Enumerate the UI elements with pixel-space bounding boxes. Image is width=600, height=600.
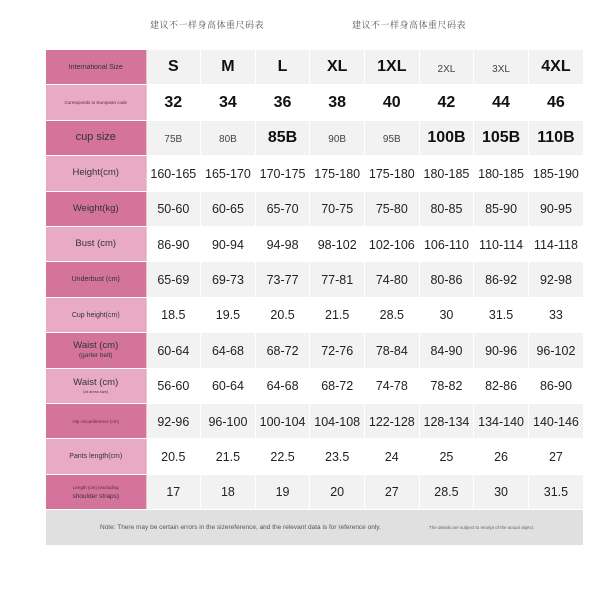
size-cell	[310, 85, 365, 120]
size-cell-value: 100-104	[259, 414, 306, 429]
row-label-text: Underbust (cm)	[71, 276, 120, 284]
row-label-text: Corresponds to European code	[64, 100, 128, 106]
size-cell	[146, 333, 201, 368]
size-cell-value: 60-65	[211, 202, 244, 217]
size-cell	[528, 333, 583, 368]
size-cell	[528, 297, 583, 332]
size-cell	[474, 439, 529, 474]
size-cell	[310, 226, 365, 261]
row-label-text: International Size	[68, 64, 123, 71]
size-cell	[419, 403, 474, 438]
size-cell-value: 23.5	[325, 449, 350, 464]
size-cell	[255, 50, 310, 85]
row-label-text: Weight(kg)	[72, 202, 119, 214]
size-cell-value: 68-72	[321, 379, 354, 394]
size-cell	[419, 262, 474, 297]
row-label	[46, 297, 146, 332]
size-cell	[310, 120, 365, 155]
size-cell	[201, 85, 256, 120]
row-label-text: Bust (cm)	[75, 238, 117, 250]
size-cell	[474, 403, 529, 438]
size-cell-value: 175-180	[314, 166, 361, 181]
size-cell-value: 77-81	[321, 273, 354, 288]
size-cell	[310, 474, 365, 509]
size-cell-value: 18	[220, 485, 235, 500]
size-cell-value: S	[167, 58, 179, 76]
size-cell-value: 65-69	[157, 273, 190, 288]
size-cell	[474, 474, 529, 509]
footer-side-note: The details are subject to receipt of the actual object.	[429, 525, 535, 530]
size-cell	[201, 191, 256, 226]
size-cell	[419, 191, 474, 226]
size-cell	[365, 191, 420, 226]
size-cell	[365, 333, 420, 368]
size-cell	[365, 156, 420, 191]
size-cell	[474, 50, 529, 85]
size-cell	[146, 120, 201, 155]
size-cell-value: 122-128	[368, 414, 415, 429]
size-cell-value: 25	[439, 449, 454, 464]
table-row	[46, 333, 583, 368]
size-cell-value: L	[277, 58, 288, 76]
size-cell	[310, 333, 365, 368]
size-cell	[201, 333, 256, 368]
size-cell-value: 21.5	[325, 308, 350, 323]
size-cell-value: 92-96	[157, 414, 190, 429]
size-cell-value: 20.5	[270, 308, 295, 323]
size-cell-value: M	[221, 58, 235, 76]
table-row	[46, 120, 583, 155]
size-cell	[146, 191, 201, 226]
size-cell	[365, 403, 420, 438]
size-cell-value: 180-185	[423, 166, 470, 181]
size-cell	[201, 403, 256, 438]
size-cell-value: 102-106	[368, 237, 415, 252]
size-cell-value: 72-76	[321, 343, 354, 358]
size-cell	[146, 156, 201, 191]
size-cell	[201, 368, 256, 403]
size-cell	[146, 439, 201, 474]
size-cell-value: 90-94	[211, 237, 244, 252]
size-cell-value: 165-170	[205, 166, 251, 181]
row-label-text: cup size	[75, 131, 116, 144]
top-caption-left: 建议不一样身高体重尺码表	[150, 21, 265, 31]
size-cell-value: 28.5	[379, 308, 404, 323]
size-cell-value: 128-134	[423, 414, 470, 429]
size-cell	[255, 85, 310, 120]
row-label	[46, 191, 146, 226]
size-cell	[474, 85, 529, 120]
size-cell-value: 85B	[267, 128, 298, 146]
size-cell	[474, 368, 529, 403]
size-cell-value: 106-110	[423, 237, 469, 252]
size-cell	[419, 156, 474, 191]
size-cell-value: 17	[166, 485, 181, 500]
size-cell-value: 140-146	[533, 414, 579, 429]
size-table-body	[46, 50, 583, 510]
size-cell-value: 1XL	[377, 58, 407, 76]
size-cell	[474, 297, 529, 332]
table-row	[46, 191, 583, 226]
size-cell	[365, 50, 420, 85]
size-cell-value: 75B	[164, 134, 183, 146]
size-cell	[528, 368, 583, 403]
row-label	[46, 262, 146, 297]
row-label	[46, 439, 146, 474]
size-cell-value: 33	[548, 308, 563, 323]
size-cell	[419, 120, 474, 155]
size-cell	[365, 120, 420, 155]
size-cell-value: 94-98	[266, 237, 299, 252]
size-cell	[365, 439, 420, 474]
row-label	[46, 120, 146, 155]
size-cell-value: 28.5	[434, 485, 459, 500]
size-cell	[146, 85, 201, 120]
size-cell	[528, 85, 583, 120]
size-cell	[528, 474, 583, 509]
size-table	[46, 50, 583, 510]
size-cell-value: 20.5	[161, 449, 186, 464]
size-cell-value: 96-102	[536, 343, 576, 358]
size-cell-value: 40	[382, 93, 401, 111]
size-cell-value: 26	[494, 449, 509, 464]
size-cell-value: 31.5	[488, 308, 514, 323]
table-row	[46, 439, 583, 474]
size-cell-value: 36	[273, 93, 292, 111]
size-cell	[201, 262, 256, 297]
row-label	[46, 474, 146, 509]
size-cell	[201, 439, 256, 474]
table-row	[46, 297, 583, 332]
size-cell	[310, 191, 365, 226]
size-cell	[146, 474, 201, 509]
size-cell-value: 78-82	[430, 379, 463, 394]
size-cell-value: 34	[219, 93, 237, 111]
size-cell	[255, 156, 310, 191]
size-cell	[201, 226, 256, 261]
size-cell-value: 69-73	[211, 273, 244, 288]
size-cell-value: 42	[437, 93, 456, 111]
size-cell	[419, 85, 474, 120]
size-cell	[201, 474, 256, 509]
size-cell	[146, 262, 201, 297]
size-cell	[201, 120, 256, 155]
size-cell-value: 30	[439, 308, 454, 323]
size-cell-value: 110-114	[479, 237, 524, 252]
size-chart	[46, 50, 583, 510]
size-cell-value: 21.5	[215, 449, 241, 464]
size-cell-value: 4XL	[541, 58, 571, 76]
footer-note: Note: There may be certain errors in the sizereference, and the relevant data is for reference only.	[100, 524, 381, 531]
size-cell	[365, 297, 420, 332]
size-cell	[310, 439, 365, 474]
size-cell-value: 19	[275, 485, 290, 500]
size-cell-value: 64-68	[266, 379, 299, 394]
size-cell-value: 74-80	[375, 273, 408, 288]
row-label-text: Hip circumference (cm)	[72, 418, 119, 424]
size-cell	[201, 156, 256, 191]
top-caption-right: 建议不一样身高体重尺码表	[352, 21, 467, 31]
size-cell-value: 73-77	[266, 273, 299, 288]
size-cell	[310, 403, 365, 438]
size-cell	[528, 120, 583, 155]
row-label	[46, 156, 146, 191]
size-cell	[310, 50, 365, 85]
size-cell-value: 98-102	[317, 237, 357, 252]
size-cell-value: 27	[384, 485, 399, 500]
size-cell-value: 75-80	[375, 202, 408, 217]
size-cell-value: 46	[547, 93, 565, 111]
size-cell-value: 32	[164, 93, 183, 111]
size-cell-value: 3XL	[492, 63, 510, 75]
size-cell	[474, 156, 529, 191]
size-cell-value: 68-72	[266, 343, 299, 358]
size-cell	[528, 156, 583, 191]
size-cell	[255, 226, 310, 261]
size-cell-value: 105B	[481, 128, 521, 146]
row-label-text: Height(cm)	[72, 167, 119, 179]
size-cell	[528, 262, 583, 297]
row-label	[46, 403, 146, 438]
row-sublabel-text: shoulder straps)	[72, 492, 120, 500]
size-cell-value: 185-190	[533, 166, 579, 181]
size-cell	[528, 191, 583, 226]
size-cell-value: 82-86	[485, 379, 518, 394]
size-cell	[146, 297, 201, 332]
size-cell-value: 24	[384, 449, 399, 464]
row-label	[46, 85, 146, 120]
size-cell	[365, 262, 420, 297]
size-cell-value: 134-140	[478, 414, 524, 429]
size-cell	[419, 333, 474, 368]
size-cell-value: 56-60	[157, 379, 190, 394]
size-cell-value: 84-90	[430, 343, 463, 358]
row-label	[46, 226, 146, 261]
size-cell	[528, 50, 583, 85]
size-cell	[310, 368, 365, 403]
size-cell-value: 175-180	[368, 166, 415, 181]
size-cell-value: 19.5	[215, 308, 241, 323]
size-cell-value: 114-118	[533, 237, 578, 252]
size-cell-value: 85-90	[485, 202, 518, 217]
size-cell	[419, 474, 474, 509]
size-cell	[201, 297, 256, 332]
size-cell	[310, 262, 365, 297]
size-cell	[528, 403, 583, 438]
size-cell-value: 86-90	[157, 237, 190, 252]
table-row	[46, 85, 583, 120]
size-cell-value: 96-100	[208, 414, 248, 429]
size-cell	[146, 226, 201, 261]
size-cell	[365, 368, 420, 403]
size-cell	[146, 50, 201, 85]
size-cell-value: 95B	[382, 134, 401, 146]
size-cell	[310, 156, 365, 191]
size-cell	[474, 120, 529, 155]
row-label	[46, 333, 146, 368]
size-cell-value: 60-64	[157, 343, 190, 358]
size-cell	[419, 50, 474, 85]
size-cell-value: 80B	[219, 134, 237, 146]
size-cell-value: 86-90	[539, 379, 572, 394]
size-cell	[255, 297, 310, 332]
row-label-text: Length (cm) (excluding	[72, 485, 119, 491]
size-cell	[365, 226, 420, 261]
size-cell-value: 170-175	[259, 166, 306, 181]
size-cell-value: 80-85	[430, 202, 463, 217]
table-row	[46, 403, 583, 438]
size-cell-value: 90-95	[539, 202, 572, 217]
size-cell	[365, 474, 420, 509]
size-cell-value: 44	[492, 93, 510, 111]
size-cell-value: 78-84	[375, 343, 408, 358]
size-cell-value: 80-86	[430, 273, 463, 288]
size-cell-value: 18.5	[161, 308, 186, 323]
size-cell	[419, 297, 474, 332]
size-cell-value: XL	[326, 58, 348, 76]
size-cell	[419, 439, 474, 474]
size-cell-value: 64-68	[211, 343, 244, 358]
size-cell	[255, 474, 310, 509]
size-cell	[474, 333, 529, 368]
row-label-text: Pants length(cm)	[69, 453, 123, 461]
size-cell	[255, 191, 310, 226]
size-cell-value: 2XL	[437, 63, 456, 75]
size-cell	[419, 226, 474, 261]
size-cell	[474, 262, 529, 297]
size-cell-value: 60-64	[211, 379, 244, 394]
size-cell	[255, 368, 310, 403]
size-cell-value: 27	[548, 449, 563, 464]
size-cell	[255, 262, 310, 297]
size-cell	[255, 403, 310, 438]
size-cell	[146, 403, 201, 438]
row-sublabel-text: (at dress size)	[83, 388, 109, 394]
row-sublabel-text: (garter belt)	[78, 351, 113, 359]
size-cell	[528, 226, 583, 261]
row-label-text: Cup height(cm)	[71, 311, 120, 319]
size-cell-value: 20	[330, 485, 345, 500]
size-cell	[146, 368, 201, 403]
size-cell	[474, 191, 529, 226]
size-cell	[419, 368, 474, 403]
size-cell	[201, 50, 256, 85]
size-cell-value: 65-70	[266, 202, 299, 217]
row-label-text: Waist (cm)	[73, 376, 119, 388]
size-cell-value: 100B	[427, 128, 466, 146]
size-cell	[255, 333, 310, 368]
size-cell	[310, 297, 365, 332]
size-cell	[365, 85, 420, 120]
size-cell-value: 90B	[328, 134, 347, 146]
size-cell-value: 74-78	[375, 379, 408, 394]
size-cell-value: 110B	[537, 128, 575, 146]
table-row	[46, 368, 583, 403]
row-label	[46, 50, 146, 85]
table-row	[46, 262, 583, 297]
table-row	[46, 474, 583, 509]
size-cell-value: 30	[494, 485, 509, 500]
size-cell-value: 50-60	[157, 202, 190, 217]
size-cell-value: 70-75	[321, 202, 354, 217]
table-row	[46, 50, 583, 85]
size-cell-value: 92-98	[539, 273, 572, 288]
size-cell-value: 31.5	[543, 485, 569, 500]
size-cell-value: 38	[328, 93, 347, 111]
size-cell-value: 90-96	[485, 343, 518, 358]
row-label	[46, 368, 146, 403]
size-cell	[255, 120, 310, 155]
size-cell	[255, 439, 310, 474]
size-cell-value: 180-185	[478, 166, 524, 181]
size-cell-value: 104-108	[314, 414, 361, 429]
size-cell-value: 22.5	[270, 449, 295, 464]
note-bar	[46, 510, 583, 545]
row-label-text: Waist (cm)	[73, 339, 119, 351]
table-row	[46, 226, 583, 261]
size-cell	[528, 439, 583, 474]
size-cell-value: 160-165	[150, 166, 197, 181]
table-row	[46, 156, 583, 191]
size-cell-value: 86-92	[485, 273, 518, 288]
size-cell	[474, 226, 529, 261]
